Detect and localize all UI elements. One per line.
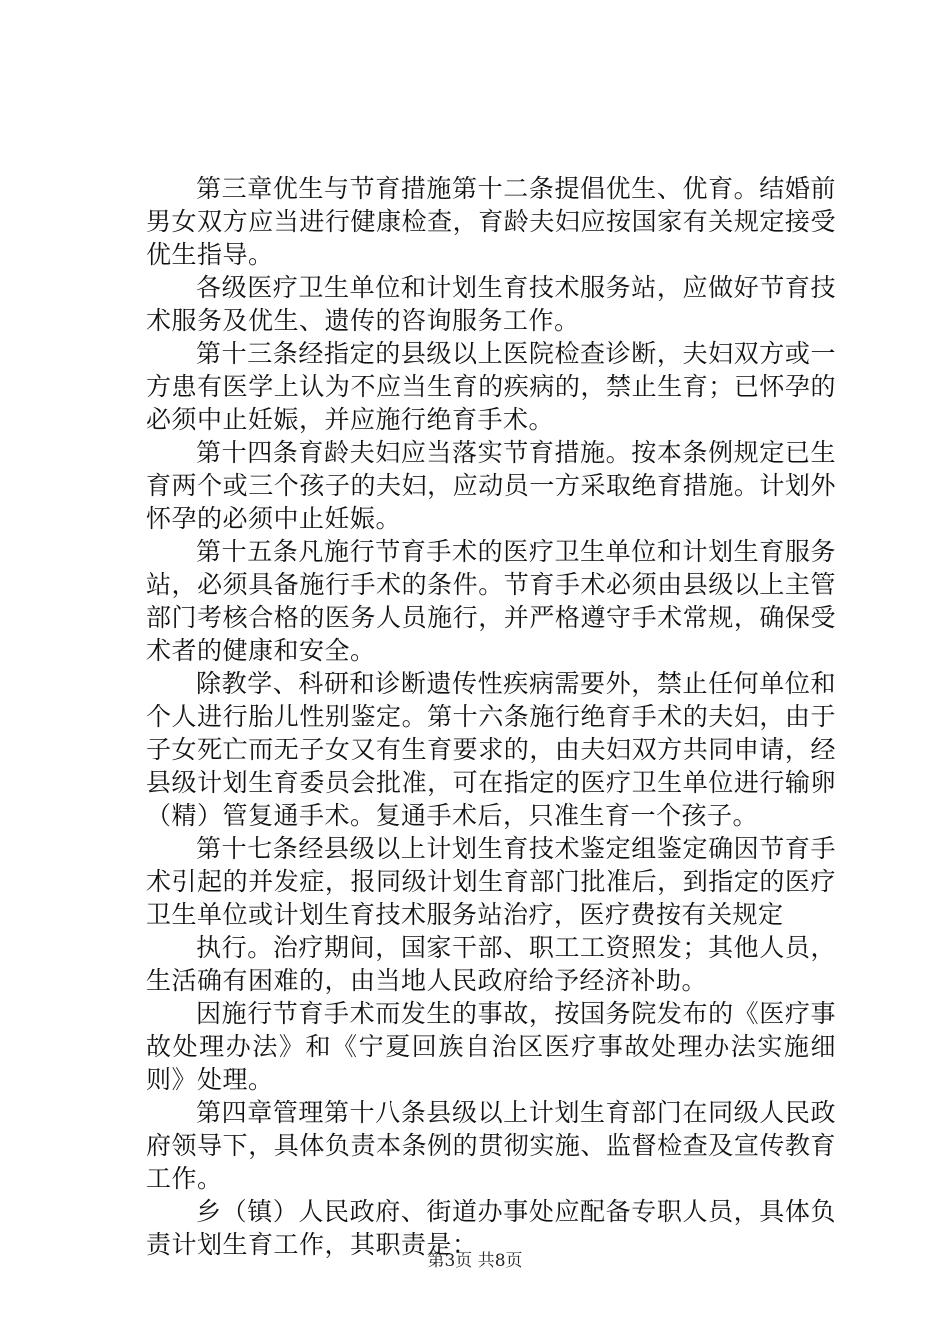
- paragraph: 第十四条育龄夫妇应当落实节育措施。按本条例规定已生育两个或三个孩子的夫妇，应动员一方采取绝育措施。计划外怀孕的必须中止妊娠。: [146, 438, 836, 533]
- paragraph: 第十五条凡施行节育手术的医疗卫生单位和计划生育服务站，必须具备施行手术的条件。节育手术必须由县级以上主管部门考核合格的医务人员施行，并严格遵守手术常规，确保受术者的健康和安全。: [146, 537, 836, 665]
- paragraph: 因施行节育手术而发生的事故，按国务院发布的《医疗事故处理办法》和《宁夏回族自治区医疗事故处理办法实施细则》处理。: [146, 999, 836, 1094]
- paragraph: 执行。治疗期间，国家干部、职工工资照发；其他人员，生活确有困难的，由当地人民政府给予经济补助。: [146, 933, 836, 995]
- paragraph: 第三章优生与节育措施第十二条提倡优生、优育。结婚前男女双方应当进行健康检查，育龄夫妇应按国家有关规定接受优生指导。: [146, 174, 836, 269]
- paragraph: 各级医疗卫生单位和计划生育技术服务站，应做好节育技术服务及优生、遗传的咨询服务工作。: [146, 273, 836, 335]
- paragraph: 第四章管理第十八条县级以上计划生育部门在同级人民政府领导下，具体负责本条例的贯彻实施、监督检查及宣传教育工作。: [146, 1098, 836, 1193]
- paragraph: 除教学、科研和诊断遗传性疾病需要外，禁止任何单位和个人进行胎儿性别鉴定。第十六条施行绝育手术的夫妇，由于子女死亡而无子女又有生育要求的，由夫妇双方共同申请，经县级计划生育委员会批准，可在指定的医疗卫生单位进行输卵（精）管复通手术。复通手术后，只准生育一个孩子。: [146, 669, 836, 830]
- page-number-footer: 第3页 共8页: [427, 1251, 523, 1271]
- document-body: [146, 172, 836, 1261]
- paragraph: 乡（镇）人民政府、街道办事处应配备专职人员，具体负责计划生育工作，其职责是：: [146, 1197, 836, 1259]
- paragraph: 第十三条经指定的县级以上医院检查诊断，夫妇双方或一方患有医学上认为不应当生育的疾病的，禁止生育；已怀孕的必须中止妊娠，并应施行绝育手术。: [146, 339, 836, 434]
- paragraph: 第十七条经县级以上计划生育技术鉴定组鉴定确因节育手术引起的并发症，报同级计划生育部门批准后，到指定的医疗卫生单位或计划生育技术服务站治疗，医疗费按有关规定: [146, 834, 836, 929]
